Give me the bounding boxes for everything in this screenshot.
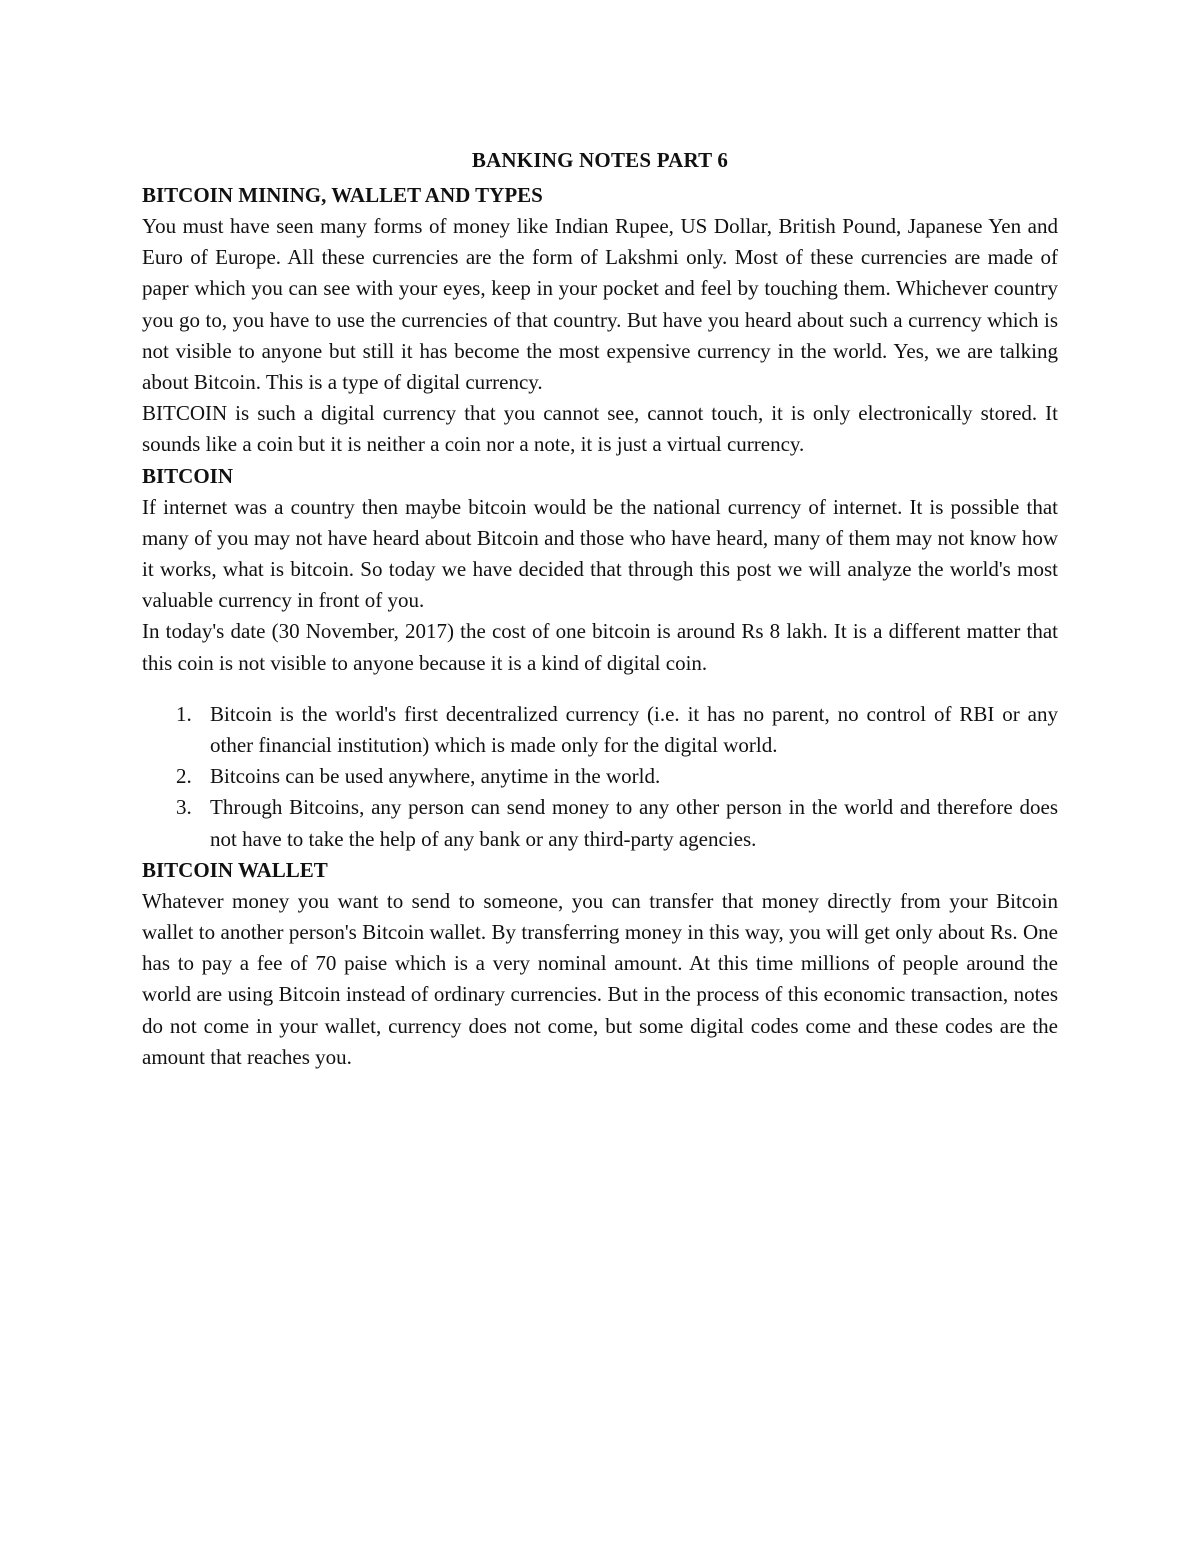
- list-item-number: 2.: [176, 764, 192, 789]
- bitcoin-facts-list: [142, 699, 1058, 855]
- paragraph-bitcoin-digital-currency: BITCOIN is such a digital currency that you cannot see, cannot touch, it is only electronically stored. It sounds like a coin but it is neither a coin nor a note, it is just a virtual currency.: [142, 401, 1058, 457]
- section-heading-mining-wallet-types: BITCOIN MINING, WALLET AND TYPES: [142, 183, 543, 207]
- list-item-text: Through Bitcoins, any person can send money to any other person in the world and therefore does not have to take the help of any bank or any third-party agencies.: [210, 795, 1058, 851]
- list-item: [142, 761, 1058, 792]
- page-title: BANKING NOTES PART 6: [471, 148, 729, 172]
- paragraph-internet-currency: If internet was a country then maybe bitcoin would be the national currency of internet. It is possible that many of you may not have heard about Bitcoin and those who have heard, many of them may not know how it works, what is bitcoin. So today we have decided that through this post we will analyze the world's most valuable currency in front of you.: [142, 494, 1058, 613]
- list-item-number: 3.: [176, 795, 192, 820]
- paragraph-wallet-transfer: Whatever money you want to send to someone, you can transfer that money directly from your Bitcoin wallet to another person's Bitcoin wallet. By transferring money in this way, you will get only about Rs. One has to pay a fee of 70 paise which is a very nominal amount. At this time millions of people around the world are using Bitcoin instead of ordinary currencies. But in the process of this economic transaction, notes do not come in your wallet, currency does not come, but some digital codes come and these codes are the amount that reaches you.: [142, 888, 1058, 1069]
- paragraph-forms-of-money: You must have seen many forms of money like Indian Rupee, US Dollar, British Pound, Japanese Yen and Euro of Europe. All these currencies are the form of Lakshmi only. Most of these currencies are made of paper which you can see with your eyes, keep in your pocket and feel by touching them. Whichever country you go to, you have to use the currencies of that country. But have you heard about such a currency which is not visible to anyone but still it has become the most expensive currency in the world. Yes, we are talking about Bitcoin. This is a type of digital currency.: [142, 214, 1058, 395]
- section-heading-bitcoin-wallet: BITCOIN WALLET: [142, 857, 328, 882]
- list-item: [142, 792, 1058, 854]
- list-item-number: 1.: [176, 701, 192, 726]
- paragraph-bitcoin-cost: In today's date (30 November, 2017) the cost of one bitcoin is around Rs 8 lakh. It is a different matter that this coin is not visible to anyone because it is a kind of digital coin.: [142, 619, 1058, 675]
- list-item-text: Bitcoins can be used anywhere, anytime in the world.: [210, 764, 661, 789]
- list-item-text: Bitcoin is the world's first decentralized currency (i.e. it has no parent, no control of RBI or any other financial institution) which is made only for the digital world.: [210, 701, 1058, 758]
- document-content: [142, 140, 1058, 1073]
- section-heading-bitcoin: BITCOIN: [142, 463, 234, 488]
- list-item: [142, 699, 1058, 761]
